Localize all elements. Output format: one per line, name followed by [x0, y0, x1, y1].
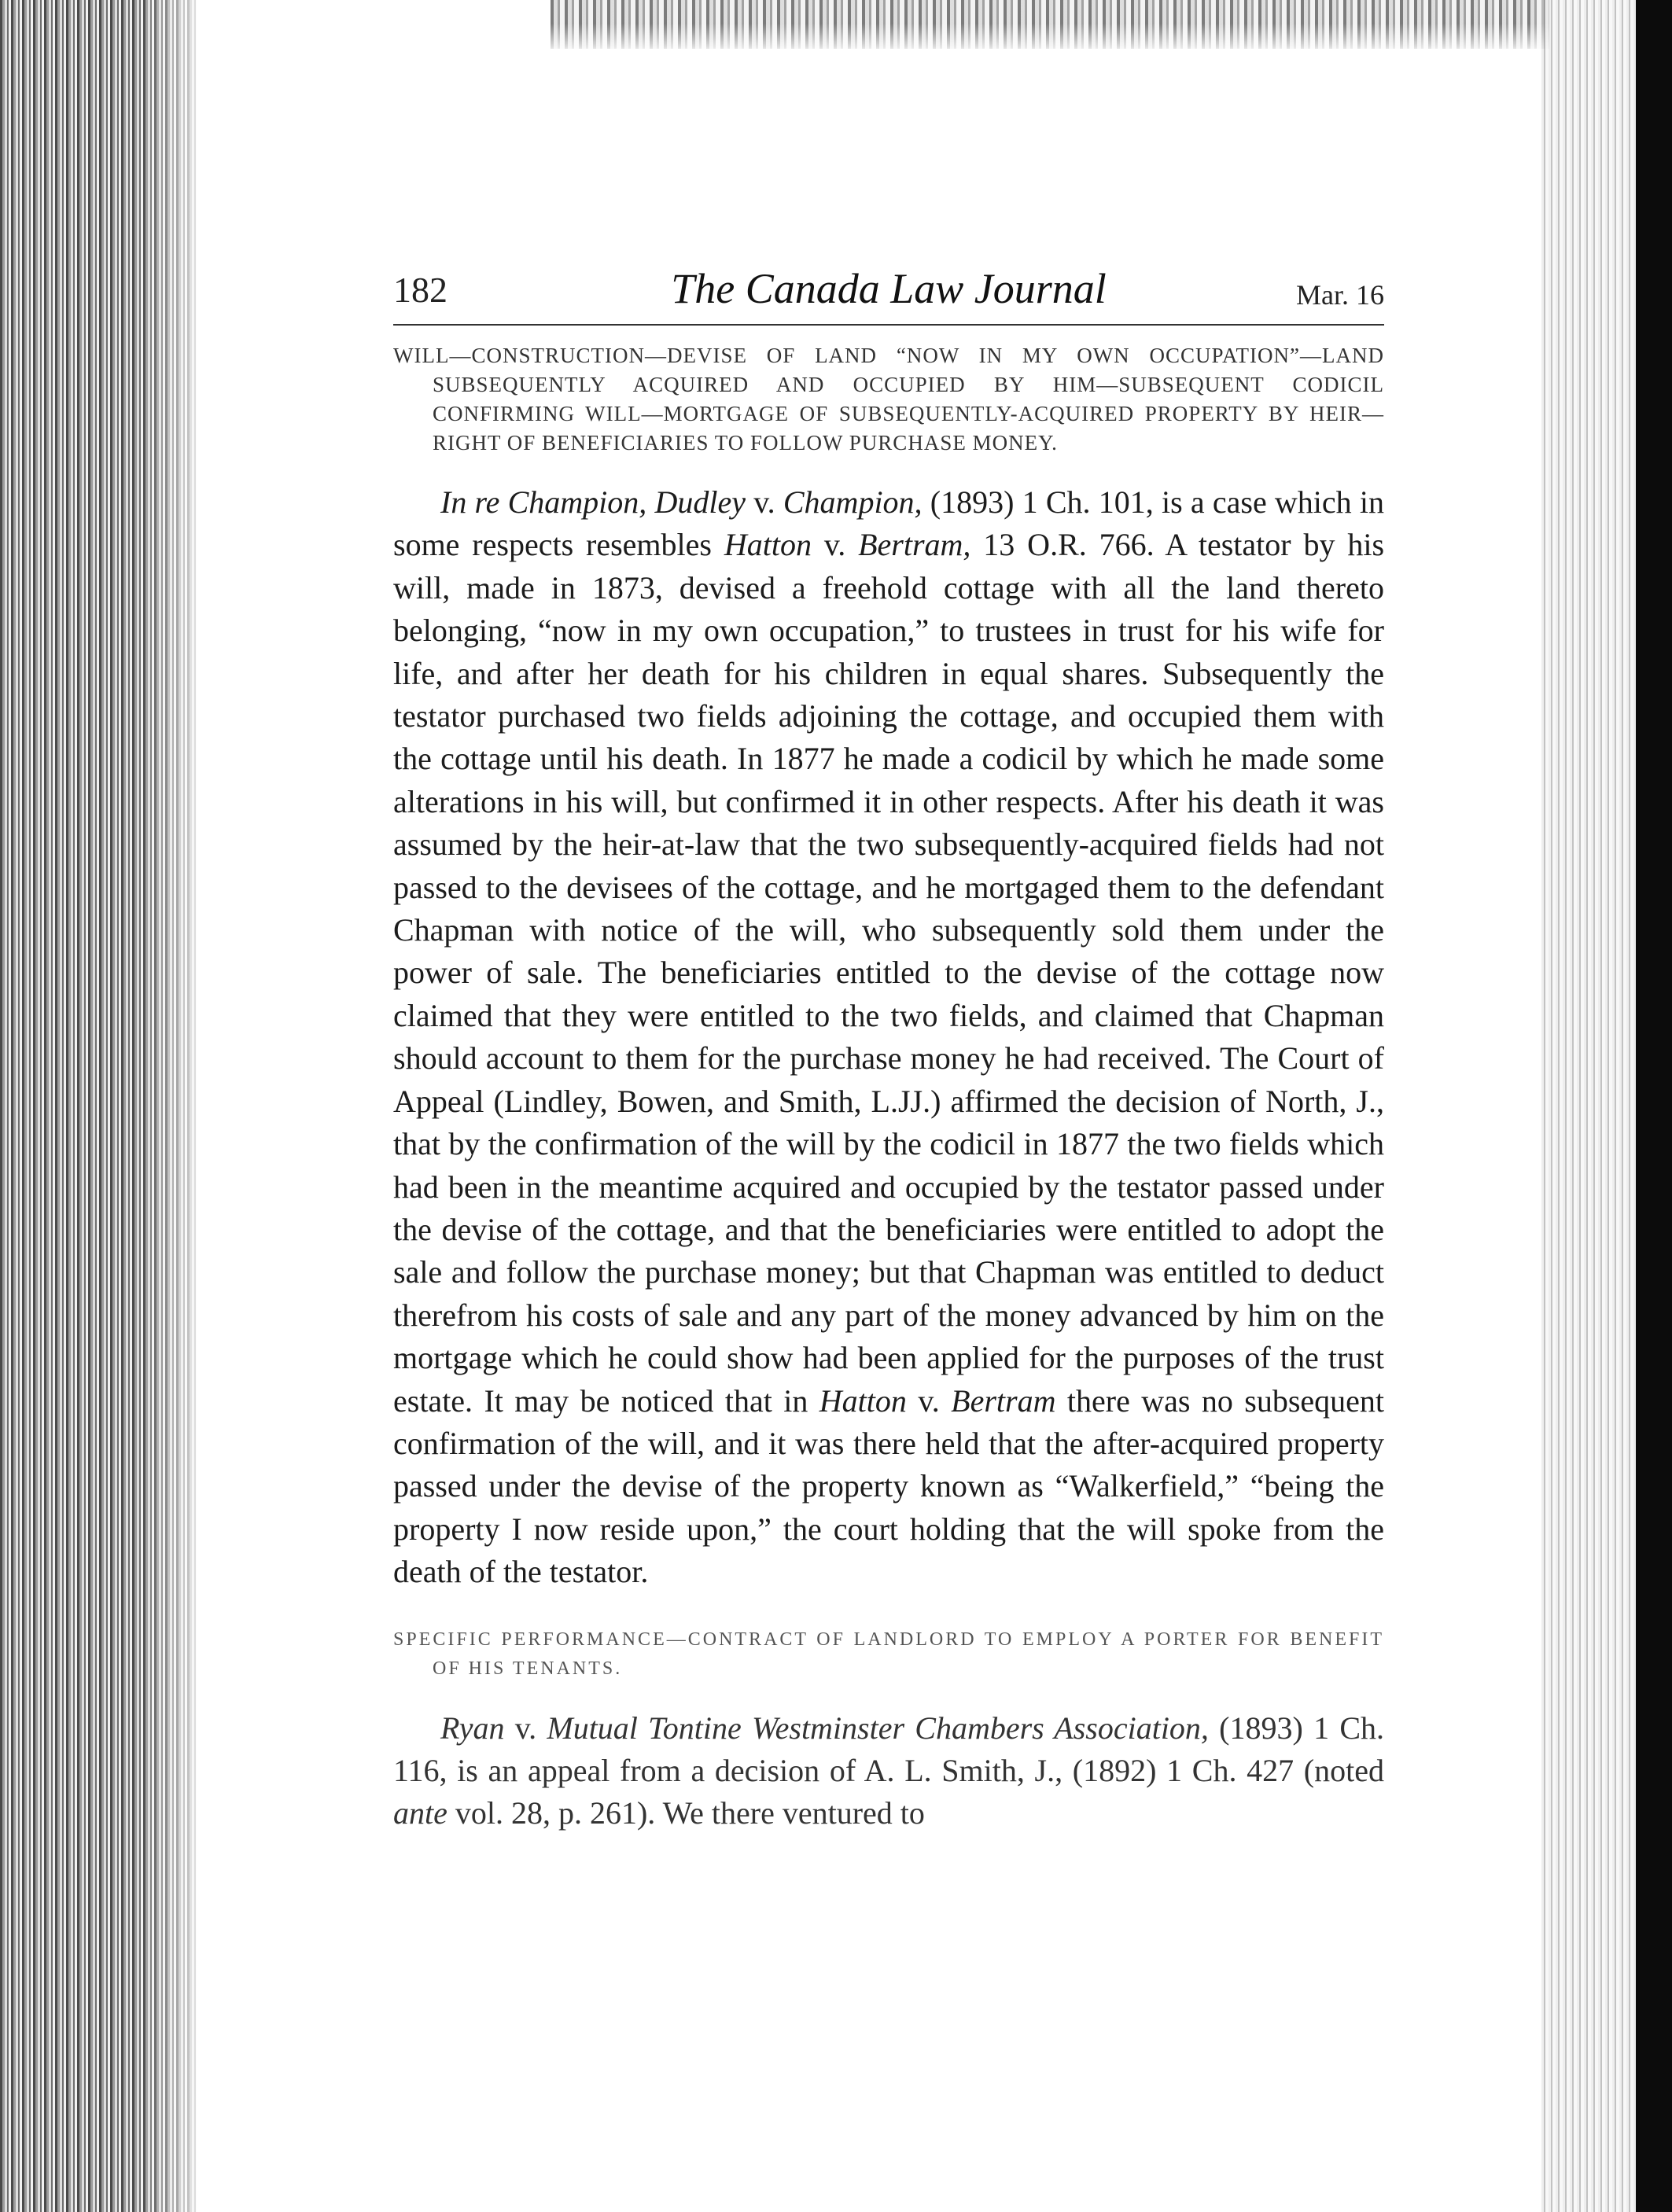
headnote-specific-performance: SPECIFIC PERFORMANCE—CONTRACT OF LANDLORD TO EMPLOY A PORTER FOR BENEFIT OF HIS TENANTS. [393, 1629, 1384, 1679]
case-name: Bertram, [858, 527, 971, 563]
versus: v. [746, 484, 783, 520]
headnote-will-construction: WILL—CONSTRUCTION—DEVISE OF LAND “NOW IN MY OWN OCCUPATION”—LAND SUBSEQUENTLY ACQUIRED AND OCCUPIED BY HIM—SUBSEQUENT CODICIL CONFIRMING WILL—MORTGAGE OF SUBSEQUENTLY-ACQUIRED PROPERTY BY HEIR—RIGHT OF BENEFICIARIES TO FOLLOW PURCHASE MONEY. [393, 344, 1384, 455]
body-text: vol. 28, p. 261). We there ventured to [447, 1795, 925, 1831]
ante-reference: ante [393, 1795, 447, 1831]
case-summary-champion [393, 481, 1384, 1594]
case-name: Ryan [440, 1710, 505, 1746]
right-dark-border [1636, 0, 1672, 2212]
left-binding-fade [142, 0, 212, 2212]
case-name: Bertram [951, 1382, 1056, 1419]
page-number: 182 [393, 270, 447, 310]
body-text: (1893) 1 Ch. 116, is an appeal from a decision of A. L. Smith, J., (1892) 1 Ch. 427 (noted [393, 1710, 1384, 1788]
case-name: Mutual Tontine Westminster Chambers Association, [547, 1710, 1209, 1746]
issue-date: Mar. 16 [1296, 279, 1384, 311]
body-text: there was no subsequent confirmation of the will, and it was there held that the after-acquired property passed under the devise of the property known as “Walkerfield,” “being the property I now reside upon,” the court holding that the will spoke from the death of the testator. [393, 1382, 1385, 1590]
journal-page [393, 261, 1384, 1835]
body-text: 13 O.R. 766. A testator by his will, made in 1873, devised a freehold cottage with all the land thereto belonging, “now in my own occupation,” to trustees in trust for his wife for life, and after her death for his children in equal shares. Subsequently the testator purchased two fields adjoining the cottage, and occupied them with the cottage until his death. In 1877 he made a codicil by which he made some alterations in his will, but confirmed it in other respects. After his death it was assumed by the heir-at-law that the two subsequently-acquired fields had not passed to the devisees of the cottage, and he mortgaged them to the defendant Chapman with notice of the will, who subsequently sold them under the power of sale. The beneficiaries entitled to the devise of the cottage now claimed that they were entitled to the two fields, and claimed that Chapman should account to them for the purchase money he had received. The Court of Appeal (Lindley, Bowen, and Smith, L.JJ.) affirmed the decision of North, J., that by the confirmation of the will by the codicil in 1877 the two fields which had been in the meantime acquired and occupied by the testator passed under the devise of the cottage, and that the beneficiaries were entitled to adopt the sale and follow the purchase money; but that Chapman was entitled to deduct therefrom his costs of sale and any part of the money advanced by him on the mortgage which he could show had been applied for the purposes of the trust estate. It may be noticed that in [393, 527, 1385, 1419]
right-page-edge [1541, 0, 1636, 2212]
versus: v. [811, 527, 859, 563]
versus: v. [504, 1710, 547, 1746]
case-summary-ryan [393, 1707, 1384, 1835]
journal-title: The Canada Law Journal [671, 265, 1107, 312]
top-scan-fade [551, 24, 1549, 55]
page-header [393, 261, 1384, 326]
case-name: Hatton [724, 527, 812, 563]
case-name: Champion, [783, 484, 923, 520]
case-name: In re Champion, Dudley [440, 484, 746, 520]
body-text: (1893) 1 Ch. 101, is a case which in some respects resembles [393, 484, 1385, 563]
case-name: Hatton [819, 1382, 907, 1419]
versus: v. [906, 1382, 952, 1419]
